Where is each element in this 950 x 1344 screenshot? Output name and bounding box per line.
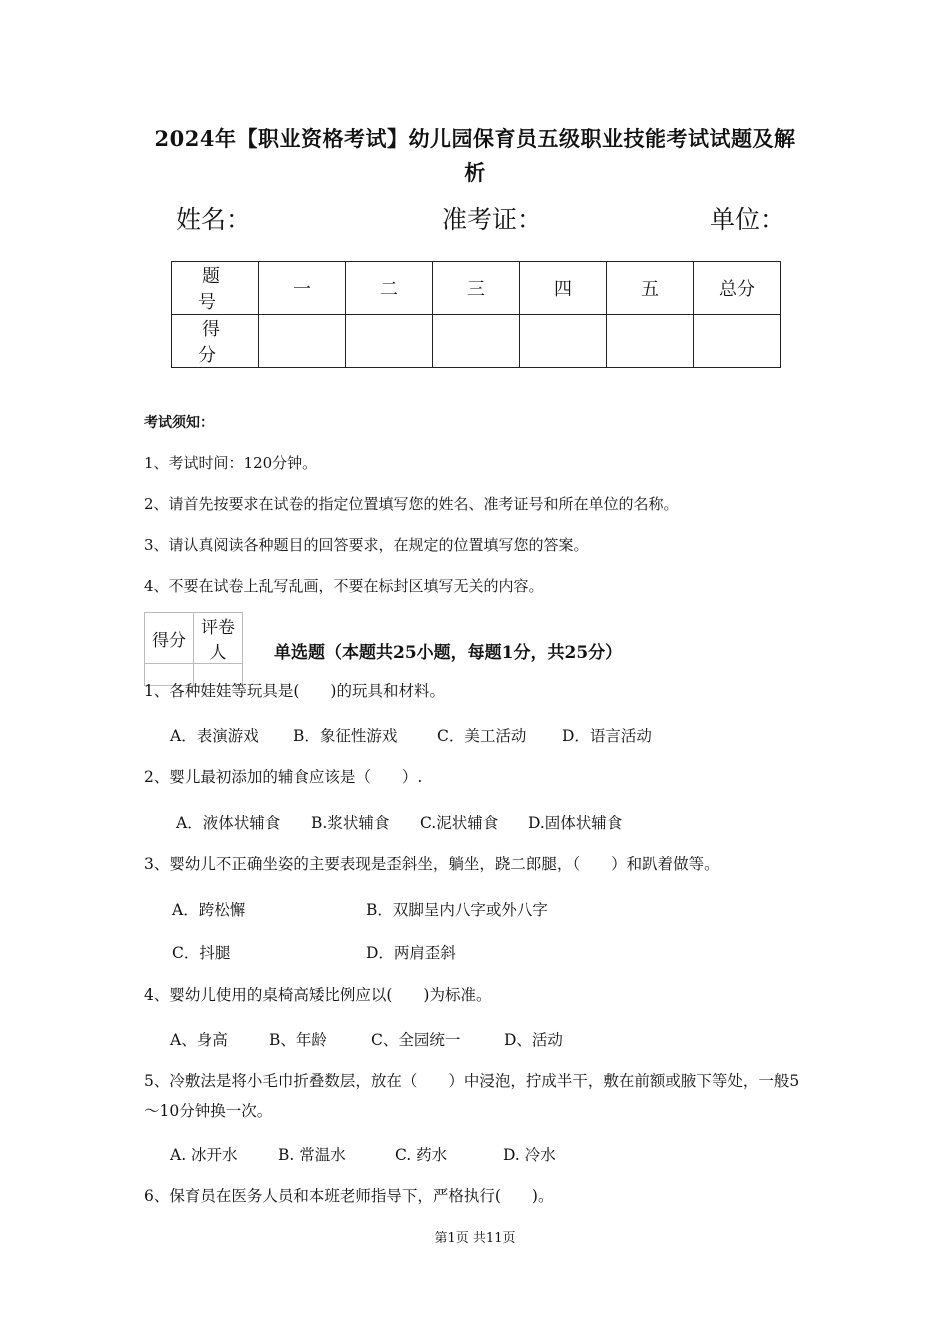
page-footer: 第1页 共11页: [434, 1231, 516, 1246]
exam-title-line2: 析: [464, 160, 486, 185]
grader-score-label: 得分: [145, 613, 194, 664]
question-option: B、年龄: [269, 1031, 327, 1049]
grader-reviewer-label: 评卷人: [194, 613, 243, 664]
score-header-cell: 四: [520, 262, 607, 315]
question-option: D. 冷水: [503, 1146, 556, 1164]
score-header-cell: 三: [433, 262, 520, 315]
section-title: 单选题（本题共25小题，每题1分，共25分）: [274, 643, 623, 663]
score-table-header-row: [172, 262, 781, 315]
question-option: A．液体状辅食: [176, 814, 281, 832]
notice-item: 4、不要在试卷上乱写乱画，不要在标封区填写无关的内容。: [144, 577, 544, 595]
question-option: A、身高: [170, 1031, 228, 1049]
question-option: D．语言活动: [562, 727, 652, 745]
question-stem: 5、冷敷法是将小毛巾折叠数层，放在（ ）中浸泡，拧成半干，敷在前额或腋下等处，一般5～10分钟换一次。: [144, 1072, 800, 1120]
question-option: C. 药水: [395, 1146, 448, 1164]
question-option: C．抖腿: [172, 944, 231, 962]
exam-id-field-label: 准考证：: [442, 205, 543, 234]
exam-title: [140, 122, 810, 190]
exam-title-line1: 2024年【职业资格考试】幼儿园保育员五级职业技能考试试题及解: [154, 126, 796, 151]
notice-item: 3、请认真阅读各种题目的回答要求，在规定的位置填写您的答案。: [144, 536, 589, 554]
grader-box: [144, 612, 243, 686]
question-stem: 1、各种娃娃等玩具是( )的玩具和材料。: [144, 682, 445, 700]
score-table: [171, 261, 781, 368]
question-stem: 3、婴幼儿不正确坐姿的主要表现是歪斜坐，躺坐，跷二郎腿，（ ）和趴着做等。: [144, 855, 720, 873]
score-input-cell[interactable]: [607, 315, 694, 368]
score-header-cell: 五: [607, 262, 694, 315]
unit-field-label: 单位：: [710, 205, 786, 234]
question-option: C．美工活动: [437, 727, 527, 745]
question-option: B．象征性游戏: [293, 727, 398, 745]
question-option: A. 冰开水: [170, 1146, 238, 1164]
score-table-score-row: [172, 315, 781, 368]
score-input-cell[interactable]: [259, 315, 346, 368]
notice-title: 考试须知：: [144, 415, 214, 431]
question-option: D．两肩歪斜: [366, 944, 456, 962]
score-input-cell[interactable]: [433, 315, 520, 368]
score-header-cell: 总分: [694, 262, 781, 315]
question-option: D、活动: [504, 1031, 563, 1049]
score-header-cell: 二: [346, 262, 433, 315]
score-input-cell[interactable]: [520, 315, 607, 368]
question-option: B.浆状辅食: [311, 814, 390, 832]
question-stem: 2、婴儿最初添加的辅食应该是（ ）.: [144, 768, 423, 786]
question-option: C.泥状辅食: [420, 814, 499, 832]
question-option: A．跨松懈: [172, 901, 246, 919]
notice-item: 1、考试时间：120分钟。: [144, 454, 318, 472]
score-row-label: 得 分: [172, 315, 259, 368]
score-input-cell[interactable]: [694, 315, 781, 368]
question-stem: 6、保育员在医务人员和本班老师指导下，严格执行( )。: [144, 1187, 554, 1205]
question-option: C、全园统一: [371, 1031, 461, 1049]
question-option: B．双脚呈内八字或外八字: [366, 901, 548, 919]
name-field-label: 姓名：: [176, 205, 252, 234]
question-option: A．表演游戏: [170, 727, 259, 745]
score-input-cell[interactable]: [346, 315, 433, 368]
score-header-cell: 一: [259, 262, 346, 315]
question-option: D.固体状辅食: [528, 814, 623, 832]
question-option: B. 常温水: [278, 1146, 346, 1164]
notice-item: 2、请首先按要求在试卷的指定位置填写您的姓名、准考证号和所在单位的名称。: [144, 495, 679, 513]
score-header-cell: 题 号: [172, 262, 259, 315]
question-stem: 4、婴幼儿使用的桌椅高矮比例应以( )为标准。: [144, 986, 492, 1004]
